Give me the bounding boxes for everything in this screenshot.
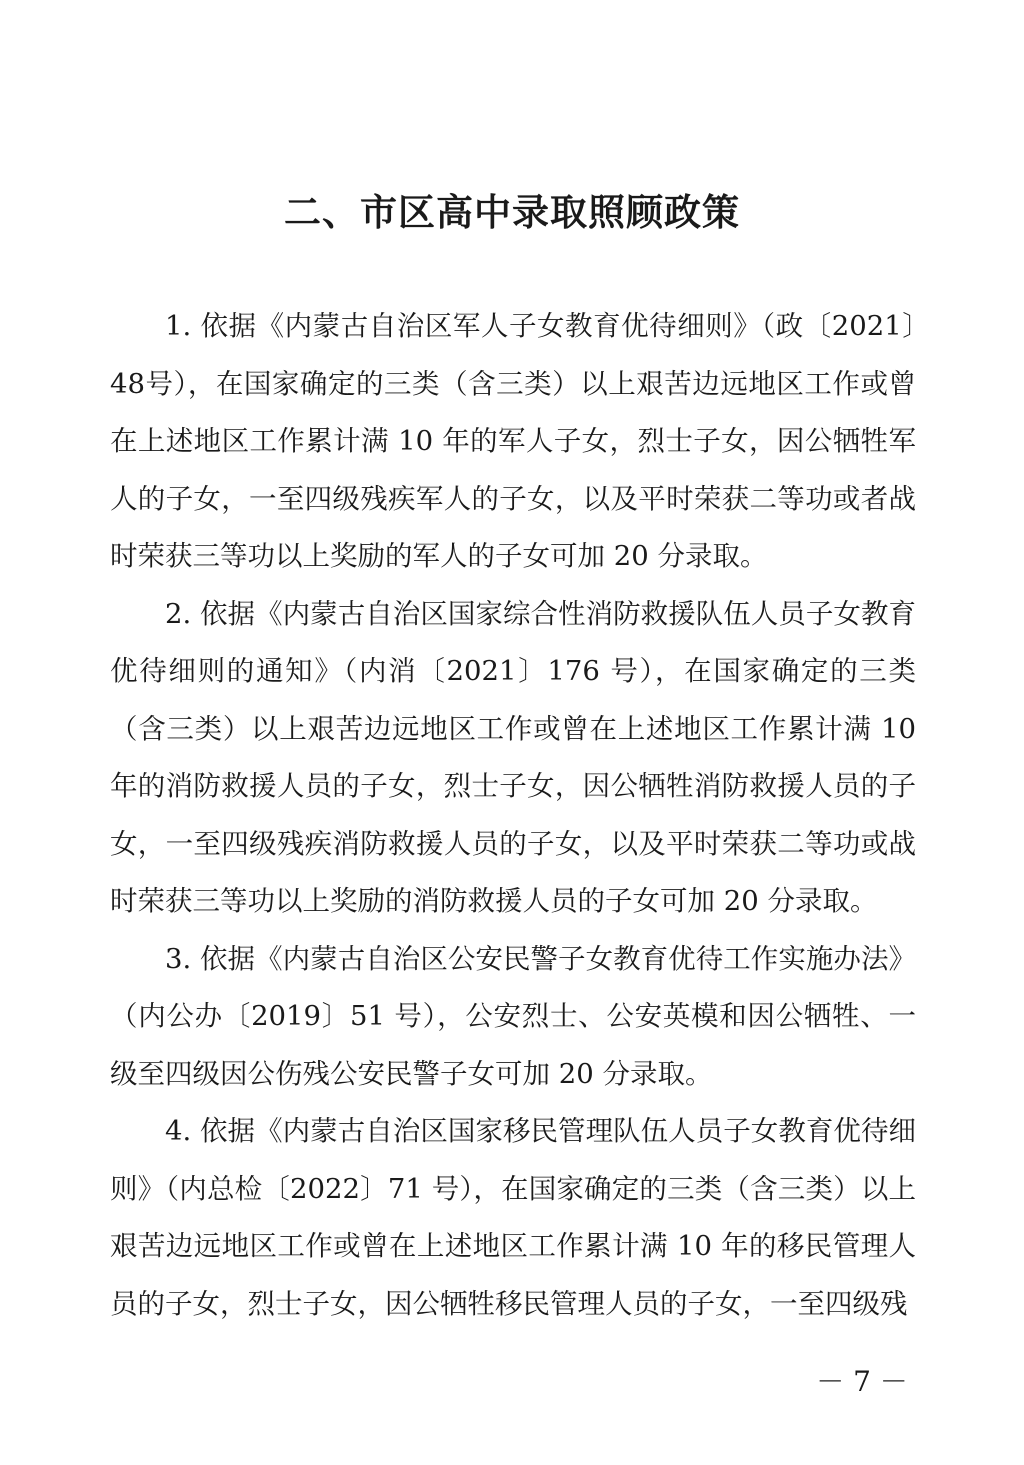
body-text bbox=[110, 298, 916, 1333]
paragraph-3: 3. 依据《内蒙古自治区公安民警子女教育优待工作实施办法》（内公办〔2019〕51 号），公安烈士、公安英模和因公牺牲、一级至四级因公伤残公安民警子女可加 20 分录取。 bbox=[110, 942, 916, 1090]
paragraph-1: 1. 依据《内蒙古自治区军人子女教育优待细则》（政〔2021〕48号），在国家确定的三类（含三类）以上艰苦边远地区工作或曾在上述地区工作累计满 10 年的军人子女，烈士子女，因公牺牲军人的子女，一至四级残疾军人的子女，以及平时荣获二等功或者战时荣获三等功以上奖励的军人的子女可加 20 分录取。 bbox=[110, 310, 916, 572]
paragraph-4: 4. 依据《内蒙古自治区国家移民管理队伍人员子女教育优待细则》（内总检〔2022〕71 号），在国家确定的三类（含三类）以上艰苦边远地区工作或曾在上述地区工作累计满 10 年的移民管理人员的子女，烈士子女，因公牺牲移民管理人员的子女，一至四级残 bbox=[110, 1115, 916, 1320]
paragraph-2: 2. 依据《内蒙古自治区国家综合性消防救援队伍人员子女教育优待细则的通知》（内消〔2021〕176 号），在国家确定的三类（含三类）以上艰苦边远地区工作或曾在上述地区工作累计满 10 年的消防救援人员的子女，烈士子女，因公牺牲消防救援人员的子女，一至四级残疾消防救援人员的子女，以及平时荣获二等功或战时荣获三等功以上奖励的消防救援人员的子女可加 20 分录取。 bbox=[110, 597, 916, 917]
section-title: 二、市区高中录取照顾政策 bbox=[284, 190, 740, 234]
page-number: － 7 － bbox=[816, 1365, 908, 1398]
